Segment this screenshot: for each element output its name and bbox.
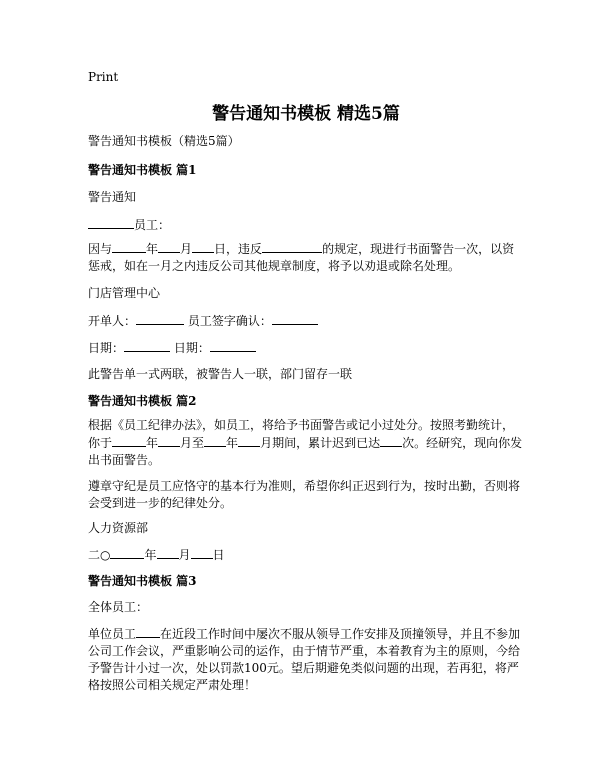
section2-date-line: 二○ 年 月 日 (88, 548, 225, 562)
section3-line1: 单位员工 在近段工作时间中屡次不服从领导工作安排及顶撞领导，并且不参加 (88, 627, 521, 641)
section3-greeting: 全体员工： (88, 600, 149, 614)
section2-p2-line1: 遵章守纪是员工应恪守的基本行为准则，希望你纠正迟到行为，按时出勤，否则将 (88, 479, 521, 493)
section1-note: 此警告单一式两联，被警告人一联，部门留存一联 (88, 367, 353, 381)
print-label[interactable]: Print (88, 70, 119, 84)
section3-line4: 格按照公司相关规定严肃处理！ (88, 678, 257, 692)
section1-heading: 警告通知书模板 篇1 (88, 163, 197, 177)
section1-para-line1: 因与 年 月 日，违反 的规定，现进行书面警告一次，以资 (88, 242, 515, 256)
page-title: 警告通知书模板 精选5篇 (212, 104, 400, 124)
employee-line: 员工： (88, 216, 170, 233)
section1-line1: 警告通知 (88, 190, 137, 204)
section3-heading: 警告通知书模板 篇3 (88, 574, 197, 588)
section2-p1-line3: 出书面警告。 (88, 453, 161, 467)
subtitle: 警告通知书模板（精选5篇） (88, 134, 240, 148)
section3-line3: 予警告计小过一次，处以罚款100元。望后期避免类似问题的出现，若再犯，将严 (88, 661, 519, 675)
section2-p2-line2: 会受到进一步的纪律处分。 (88, 496, 233, 510)
section1-dept: 门店管理中心 (88, 286, 161, 300)
section2-dept: 人力资源部 (88, 521, 149, 535)
issuer-line: 开单人： 员工签字确认： (88, 312, 318, 329)
section2-heading: 警告通知书模板 篇2 (88, 394, 197, 408)
section1-para-line2: 惩戒，如在一月之内违反公司其他规章制度，将予以劝退或除名处理。 (88, 259, 461, 273)
section2-p1-line1: 根据《员工纪律办法》，如员工，将给予书面警告或记小过处分。按照考勤统计， (88, 418, 515, 432)
section2-p1-line2: 你于 年 月至 年 月期间，累计迟到已达 次。经研究，现向你发 (88, 436, 523, 450)
date-line: 日期： 日期： (88, 339, 256, 356)
section3-line2: 公司工作会议，严重影响公司的运作，由于情节严重，本着教育为主的原则，今给 (88, 644, 521, 658)
blank (88, 216, 134, 229)
